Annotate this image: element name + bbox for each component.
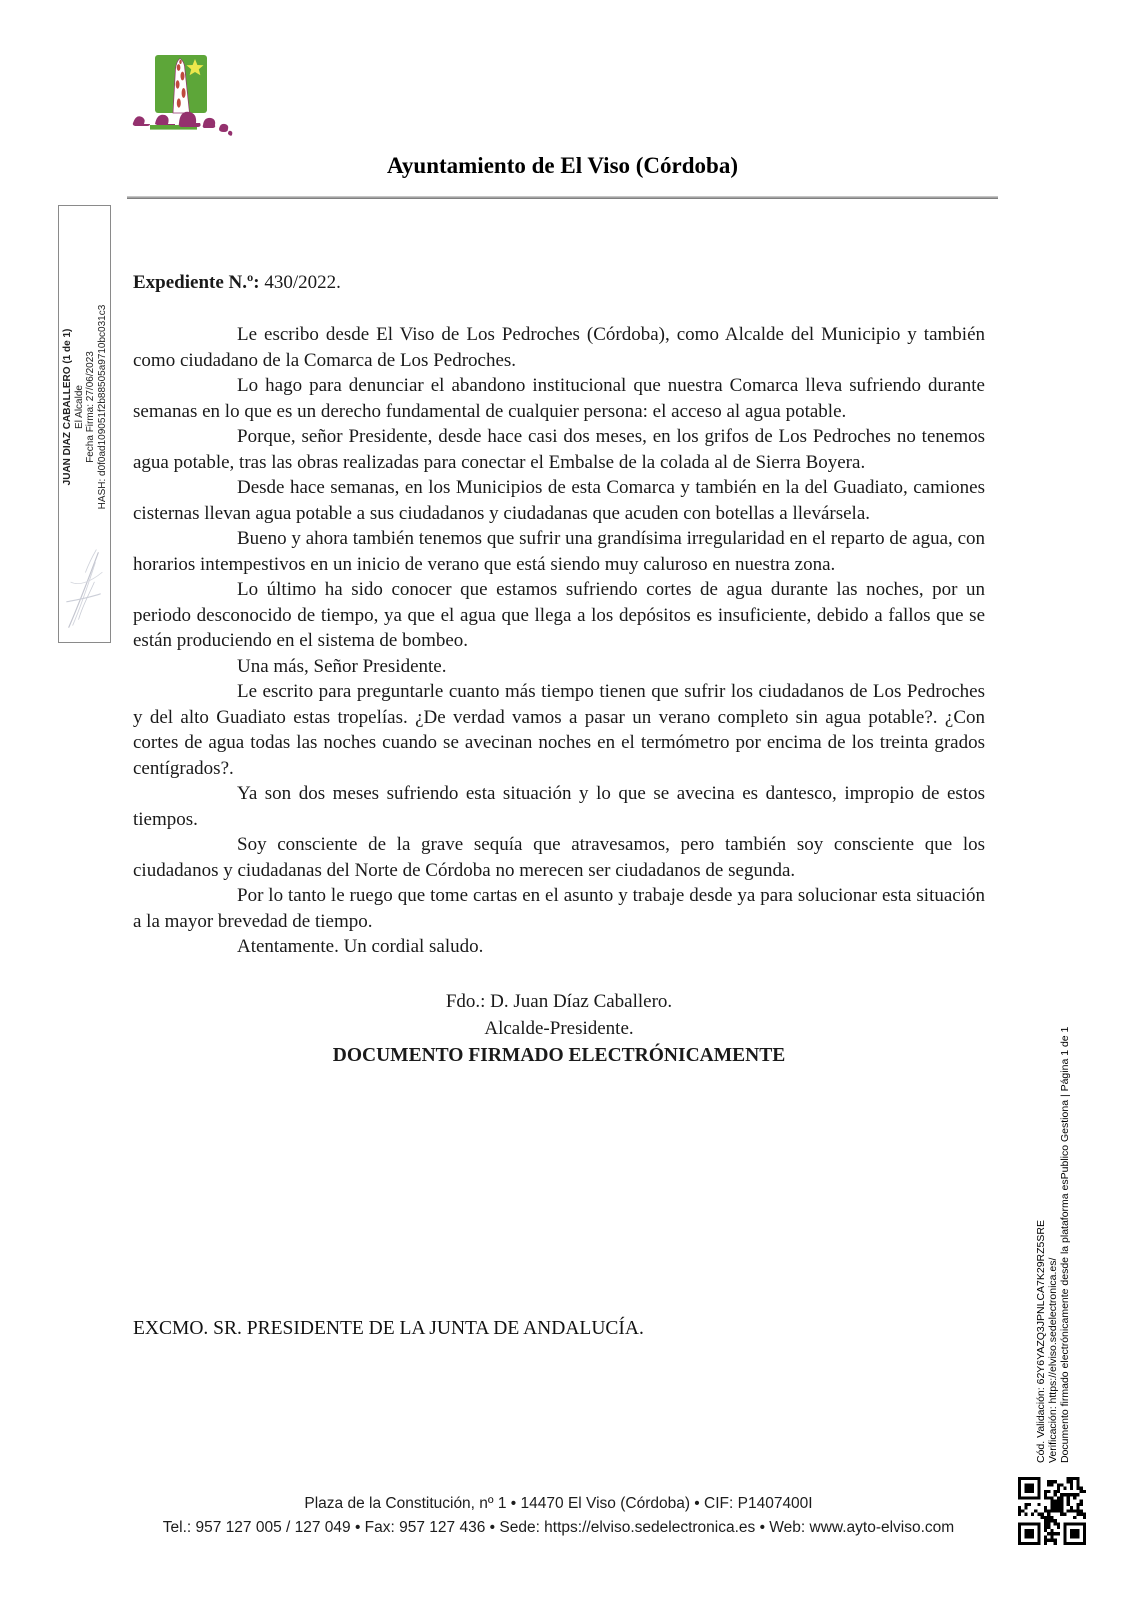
body-paragraph: Una más, Señor Presidente. xyxy=(237,655,447,677)
body-paragraph: Porque, señor Presidente, desde hace casi dos meses, en los grifos de Los Pedroches no tenemos agua potable, tras las obras realizadas para conectar el Embalse de la colada al de Sierra Boyera. xyxy=(133,426,985,473)
town-crest-icon xyxy=(131,53,233,141)
header-divider xyxy=(127,196,998,199)
signer-name: JUAN DIAZ CABALLERO (1 de 1) xyxy=(61,328,73,485)
footer-address-line: Plaza de la Constitución, nº 1 • 14470 El Viso (Córdoba) • CIF: P1407400I xyxy=(304,1495,813,1512)
footer xyxy=(123,1492,994,1540)
signoff-statement: DOCUMENTO FIRMADO ELECTRÓNICAMENTE xyxy=(332,1044,786,1066)
letter-body xyxy=(133,270,985,1069)
footer-contact-line: Tel.: 957 127 005 / 127 049 • Fax: 957 127 436 • Sede: https://elviso.sedelectronica.es • Web: www.ayto-elviso.com xyxy=(162,1519,955,1536)
qr-code-icon xyxy=(1018,1477,1086,1545)
side-validation-text xyxy=(1035,953,1071,1463)
page-title: Ayuntamiento de El Viso (Córdoba) xyxy=(387,153,738,178)
signature-stamp-box xyxy=(58,205,111,643)
signoff-name: Fdo.: D. Juan Díaz Caballero. xyxy=(445,990,673,1012)
expediente-label: Expediente N.º: xyxy=(133,272,260,293)
signoff-block xyxy=(133,988,985,1069)
handwritten-signature-icon xyxy=(59,540,110,636)
validation-code-line: Cód. Validación: 62Y6YAZQ3JPNLCA7K29RZ5SRE xyxy=(1035,1220,1047,1463)
body-paragraph: Atentamente. Un cordial saludo. xyxy=(237,936,484,957)
body-paragraph: Soy consciente de la grave sequía que atravesamos, pero también soy consciente que los ciudadanos y ciudadanas del Norte de Córdoba no merecen ser ciudadanos de segunda. xyxy=(133,834,985,881)
platform-note-line: Documento firmado electrónicamente desde la plataforma esPublico Gestiona | Página 1 de 1 xyxy=(1059,1026,1071,1463)
signature-hash: HASH: d0f0ad109051f2b88505a9710bc031c3 xyxy=(96,304,107,509)
body-paragraph: Por lo tanto le ruego que tome cartas en el asunto y trabaje desde ya para solucionar esta situación a la mayor brevedad de tiempo. xyxy=(133,885,985,932)
expediente-value: 430/2022. xyxy=(259,272,341,293)
expediente-line xyxy=(133,270,985,295)
body-paragraph: Lo hago para denunciar el abandono institucional que nuestra Comarca lleva sufriendo durante semanas en lo que es un derecho fundamental de cualquier persona: el acceso al agua potable. xyxy=(133,375,985,422)
body-paragraph: Le escrito para preguntarle cuanto más tiempo tienen que sufrir los ciudadanos de Los Pedroches y del alto Guadiato estas tropelías. ¿De verdad vamos a pasar un verano completo sin agua potable?. ¿Con cortes de agua todas las noches cuando se avecinan noches en el termómetro por encima de los treinta grados centígrados?. xyxy=(133,681,985,779)
addressee-line: EXCMO. SR. PRESIDENTE DE LA JUNTA DE ANDALUCÍA. xyxy=(133,1318,644,1339)
signoff-title: Alcalde-Presidente. xyxy=(484,1017,634,1039)
signature-date: Fecha Firma: 27/06/2023 xyxy=(84,350,96,463)
body-paragraph: Lo último ha sido conocer que estamos sufriendo cortes de agua durante las noches, por un periodo desconocido de tiempo, ya que el agua que llega a los depósitos es insuficiente, debido a fallos que se están produciendo en el sistema de bombeo. xyxy=(133,579,985,651)
body-paragraph: Le escribo desde El Viso de Los Pedroches (Córdoba), como Alcalde del Municipio y también como ciudadano de la Comarca de Los Pedroches. xyxy=(133,324,985,371)
verification-url-line: Verificación: https://elviso.sedelectronica.es/ xyxy=(1047,1257,1059,1463)
body-paragraph: Desde hace semanas, en los Municipios de esta Comarca y también en la del Guadiato, camiones cisternas llevan agua potable a sus ciudadanos y ciudadanas que acuden con botellas a llevársela. xyxy=(133,477,985,524)
body-paragraph: Bueno y ahora también tenemos que sufrir una grandísima irregularidad en el reparto de agua, con horarios intempestivos en un inicio de verano que está siendo muy caluroso en nuestra zona. xyxy=(133,528,985,575)
signer-role: El Alcalde xyxy=(73,384,84,429)
body-paragraph: Ya son dos meses sufriendo esta situación y lo que se avecina es dantesco, impropio de estos tiempos. xyxy=(133,783,985,830)
